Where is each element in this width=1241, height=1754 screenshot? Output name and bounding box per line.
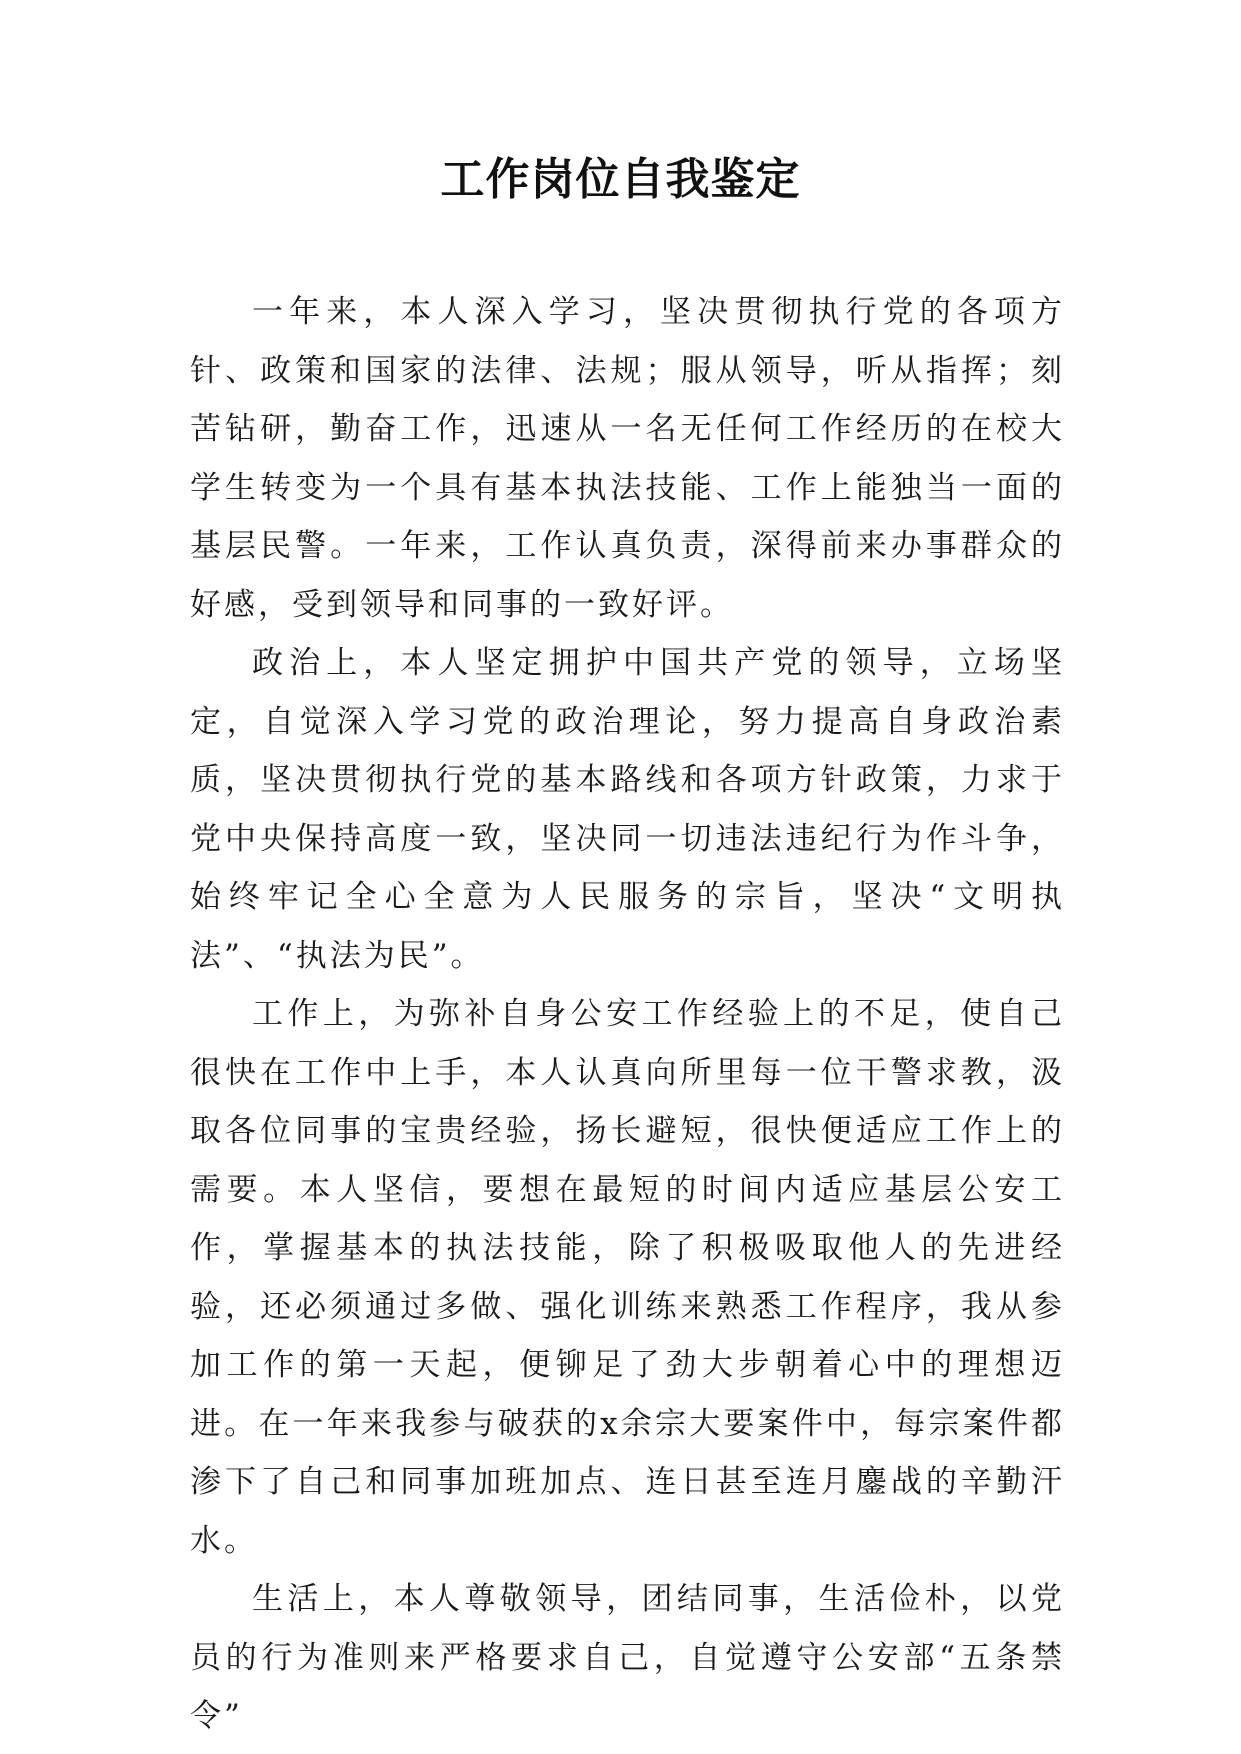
document-title: 工作岗位自我鉴定 [440,154,801,205]
paragraph-work: 工作上，为弥补自身公安工作经验上的不足，使自己很快在工作中上手，本人认真向所里每一位干警求教，汲取各位同事的宝贵经验，扬长避短，很快便适应工作上的需要。本人坚信，要想在最短的时间内适应基层公安工作，掌握基本的执法技能，除了积极吸取他人的先进经验，还必须通过多做、强化训练来熟悉工作程序，我从参加工作的第一天起，便铆足了劲大步朝着心中的理想迈进。在一年来我参与破获的x余宗大要案件中，每宗案件都渗下了自己和同事加班加点、连日甚至连月鏖战的辛勤汗水。 [190,996,1065,1559]
paragraph-intro: 一年来，本人深入学习，坚决贯彻执行党的各项方针、政策和国家的法律、法规；服从领导，听从指挥；刻苦钻研，勤奋工作，迅速从一名无任何工作经历的在校大学生转变为一个具有基本执法技能、工作上能独当一面的基层民警。一年来，工作认真负责，深得前来办事群众的好感，受到领导和同事的一致好评。 [190,294,1065,623]
paragraph-politics: 政治上，本人坚定拥护中国共产党的领导，立场坚定，自觉深入学习党的政治理论，努力提高自身政治素质，坚决贯彻执行党的基本路线和各项方针政策，力求于党中央保持高度一致，坚决同一切违法违纪行为作斗争，始终牢记全心全意为人民服务的宗旨，坚决“文明执法”、“执法为民”。 [190,645,1065,974]
document-body [190,283,1065,1746]
paragraph-life: 生活上，本人尊敬领导，团结同事，生活俭朴，以党员的行为准则来严格要求自己，自觉遵守公安部“五条禁令” [190,1581,1065,1734]
